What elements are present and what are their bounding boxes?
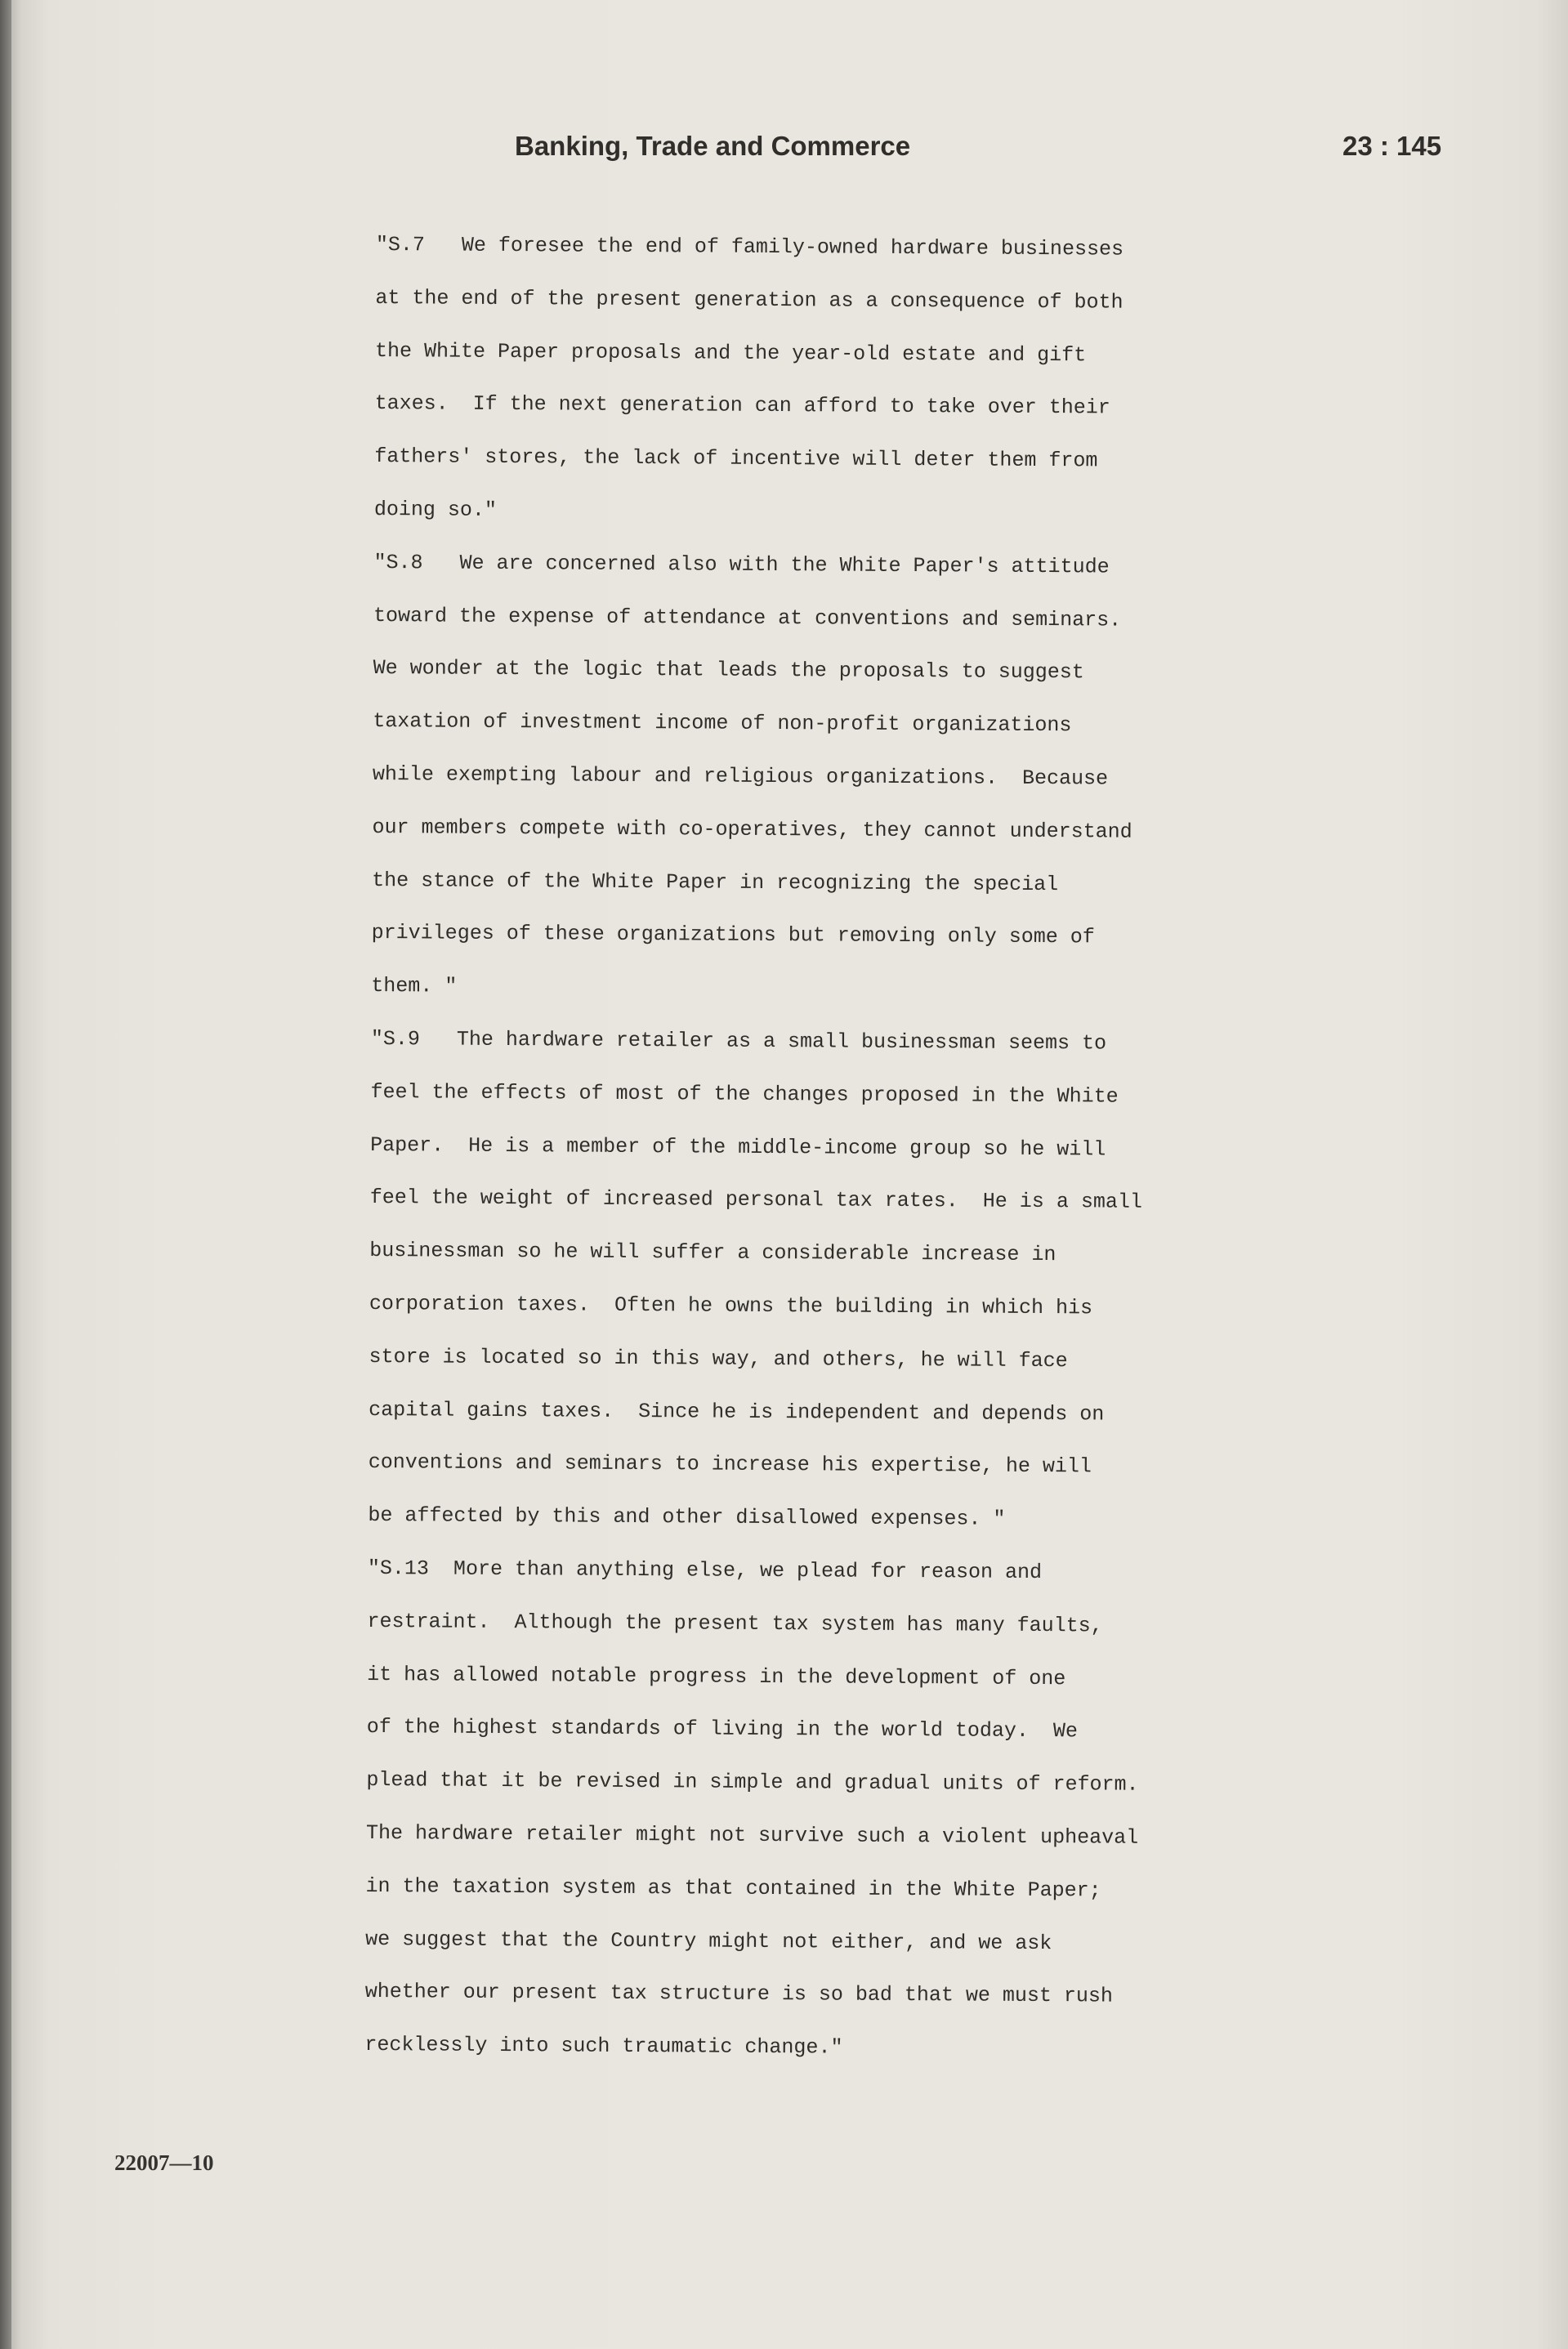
text-line: We wonder at the logic that leads the proposals to suggest: [373, 656, 1084, 685]
text-line: at the end of the present generation as a consequence of both: [375, 285, 1124, 315]
running-head-title: Banking, Trade and Commerce: [515, 131, 911, 161]
text-line: our members compete with co-operatives, they cannot understand: [372, 815, 1132, 844]
text-line: toward the expense of attendance at conventions and seminars.: [373, 603, 1122, 632]
text-line: doing so.": [373, 497, 497, 522]
text-line: "S.7 We foresee the end of family-owned hardware businesses: [375, 232, 1124, 261]
page-number: 23 : 145: [1342, 131, 1442, 161]
text-line: be affected by this and other disallowed expenses. ": [368, 1503, 1006, 1531]
text-line: conventions and seminars to increase his expertise, he will: [368, 1450, 1092, 1479]
text-line: Paper. He is a member of the middle-income group so he will: [370, 1132, 1106, 1162]
text-line: restraint. Although the present tax system has many faults,: [367, 1609, 1103, 1638]
text-line: feel the weight of increased personal tax rates. He is a small: [369, 1186, 1142, 1215]
body-text: [364, 226, 1291, 2084]
book-binding-edge: [0, 0, 11, 2349]
text-line: "S.8 We are concerned also with the White Paper's attitude: [373, 550, 1110, 579]
text-line: businessman so he will suffer a considerable increase in: [369, 1239, 1057, 1267]
text-line: the stance of the White Paper in recognizing the special: [372, 868, 1059, 896]
text-line: recklessly into such traumatic change.": [364, 2033, 843, 2060]
text-line: while exempting labour and religious organizations. Because: [372, 761, 1109, 791]
text-line: of the highest standards of living in the world today. We: [366, 1715, 1079, 1744]
paragraph-s7: [374, 226, 1291, 549]
text-line: privileges of these organizations but removing only some of: [371, 921, 1095, 949]
text-line: taxation of investment income of non-profit organizations: [373, 709, 1072, 738]
print-code: 22007—10: [114, 2150, 214, 2175]
paragraph-s8: [371, 543, 1289, 1025]
text-line: plead that it be revised in simple and gradual units of reform.: [366, 1768, 1139, 1797]
text-line: fathers' stores, the lack of incentive will deter them from: [374, 444, 1098, 473]
text-line: whether our present tax structure is so bad that we must rush: [364, 1980, 1114, 2008]
text-line: feel the effects of most of the changes proposed in the White: [370, 1079, 1119, 1109]
text-line: The hardware retailer might not survive such a violent upheaval: [365, 1820, 1139, 1850]
text-line: in the taxation system as that contained in the White Paper;: [365, 1873, 1101, 1903]
text-line: we suggest that the Country might not either, and we ask: [365, 1927, 1052, 1955]
text-line: them. ": [371, 974, 458, 998]
text-line: "S.13 More than anything else, we plead for reason and: [367, 1556, 1043, 1584]
text-line: it has allowed notable progress in the development of one: [367, 1662, 1066, 1690]
text-line: taxes. If the next generation can afford to take over their: [374, 391, 1110, 420]
text-line: the White Paper proposals and the year-old estate and gift: [374, 338, 1087, 367]
paragraph-s9: [368, 1020, 1286, 1555]
paragraph-s13: [364, 1549, 1283, 2084]
text-line: "S.9 The hardware retailer as a small businessman seems to: [370, 1026, 1107, 1056]
text-line: corporation taxes. Often he owns the building in which his: [369, 1291, 1093, 1320]
text-line: store is located so in this way, and others, he will face: [369, 1344, 1068, 1373]
text-line: capital gains taxes. Since he is independent and depends on: [369, 1397, 1105, 1427]
